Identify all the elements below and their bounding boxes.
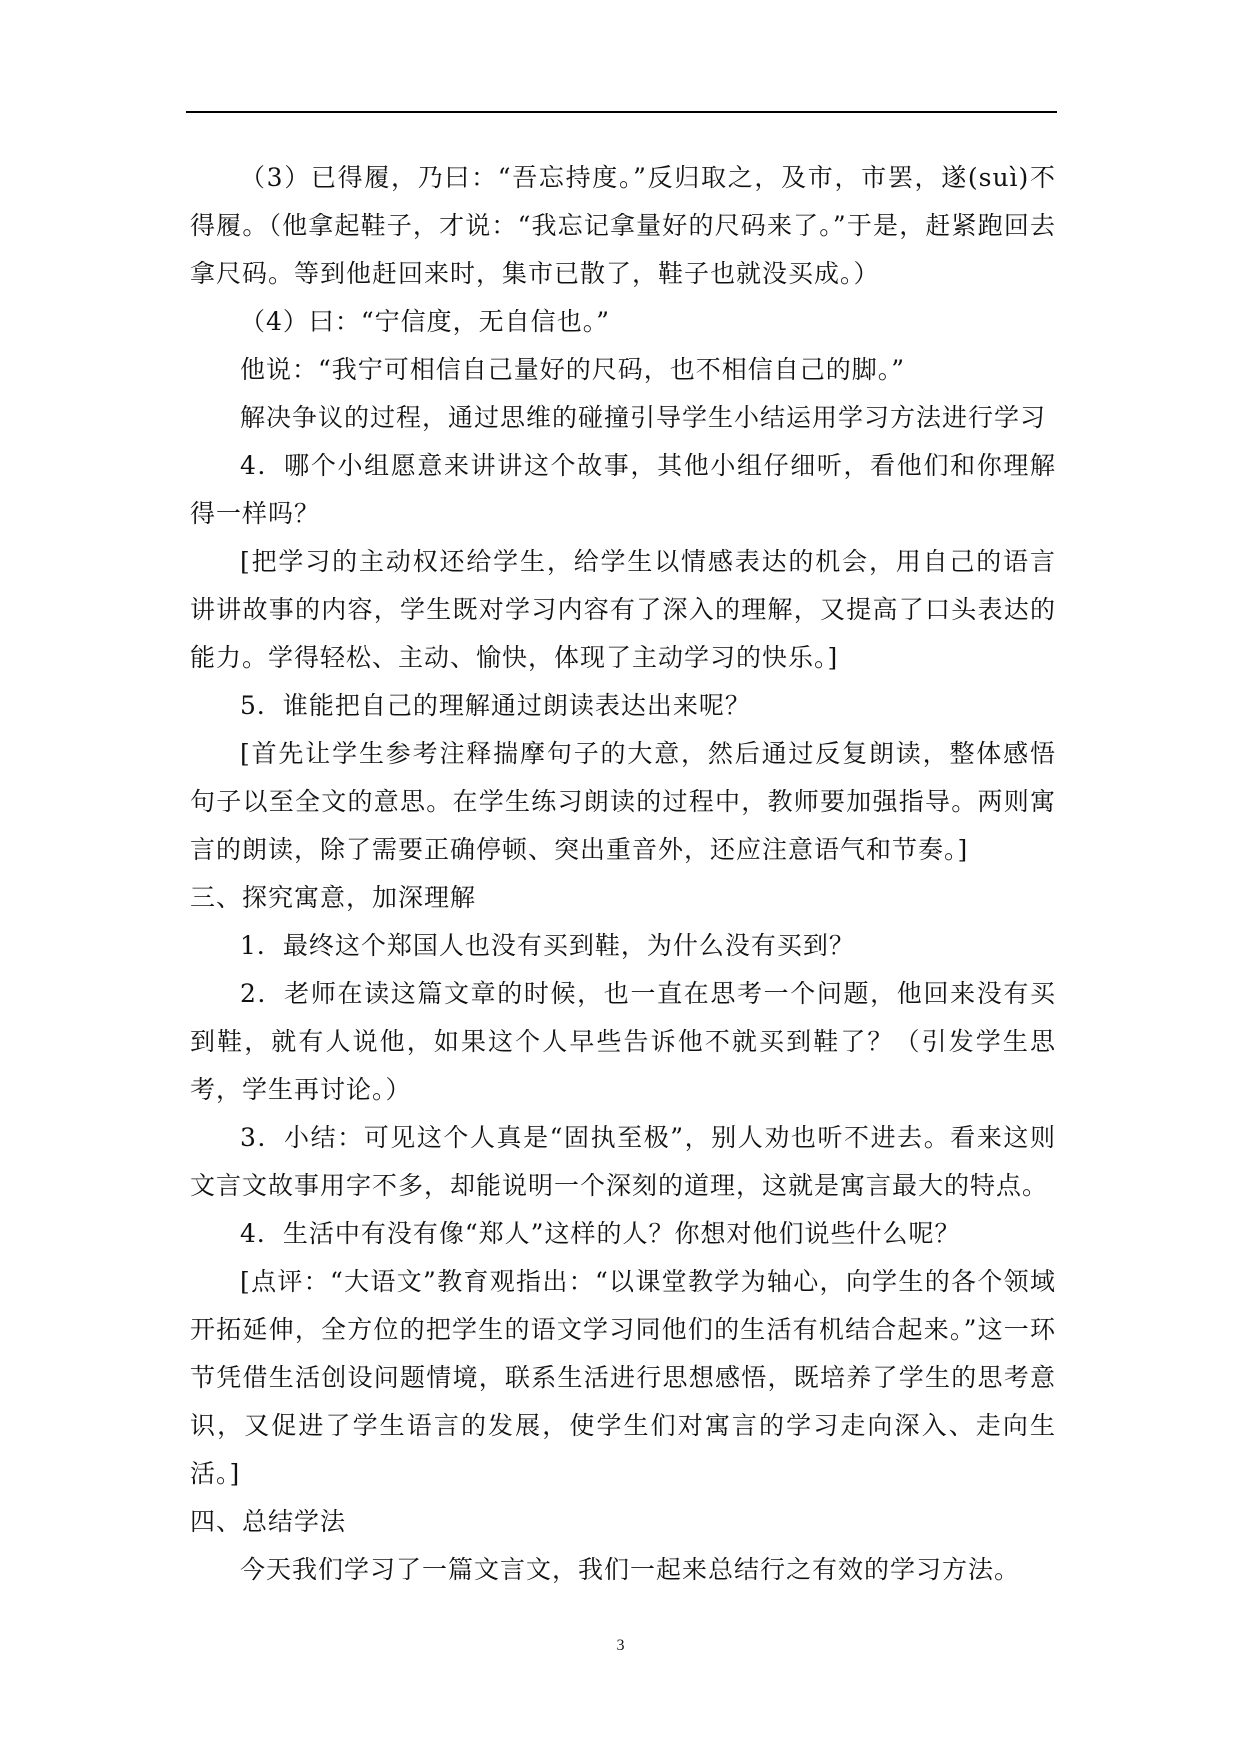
paragraph-item-2: 2．老师在读这篇文章的时候，也一直在思考一个问题，他回来没有买到鞋，就有人说他，如果这个人早些告诉他不就买到鞋了？（引发学生思考，学生再讨论。） <box>190 979 1056 1104</box>
paragraph-shoe-story-4: （4）曰：“宁信度，无自信也。” <box>240 307 610 336</box>
document-body <box>190 154 1056 1594</box>
section-heading-4: 四、总结学法 <box>190 1507 347 1536</box>
paragraph-comment-reading: [首先让学生参考注释揣摩句子的大意，然后通过反复朗读，整体感悟句子以至全文的意思。在学生练习朗读的过程中，教师要加强指导。两则寓言的朗读，除了需要正确停顿、突出重音外，还应注意语气和节奏。] <box>190 739 1056 864</box>
header-rule <box>186 111 1057 113</box>
section-heading-3: 三、探究寓意，加深理解 <box>190 883 477 912</box>
paragraph-question-5: 5．谁能把自己的理解通过朗读表达出来呢？ <box>240 691 751 720</box>
paragraph-shoe-story-3: （3）已得履，乃曰：“吾忘持度。”反归取之，及市，市罢，遂(suì)不得履。（他拿起鞋子，才说：“我忘记拿量好的尺码来了。”于是，赶紧跑回去拿尺码。等到他赶回来时，集市已散了，鞋子也就没买成。） <box>190 163 1056 288</box>
paragraph-question-4: 4．哪个小组愿意来讲讲这个故事，其他小组仔细听，看他们和你理解得一样吗？ <box>190 451 1056 528</box>
paragraph-translation-4: 他说：“我宁可相信自己量好的尺码，也不相信自己的脚。” <box>240 355 906 384</box>
paragraph-dispute-resolution: 解决争议的过程，通过思维的碰撞引导学生小结运用学习方法进行学习 <box>240 403 1047 432</box>
paragraph-item-3: 3．小结：可见这个人真是“固执至极”，别人劝也听不进去。看来这则文言文故事用字不多，却能说明一个深刻的道理，这就是寓言最大的特点。 <box>190 1123 1056 1200</box>
paragraph-item-1: 1．最终这个郑国人也没有买到鞋，为什么没有买到？ <box>240 931 855 960</box>
paragraph-item-4: 4．生活中有没有像“郑人”这样的人？你想对他们说些什么呢？ <box>240 1219 961 1248</box>
paragraph-comment-active-learning: [把学习的主动权还给学生，给学生以情感表达的机会，用自己的语言讲讲故事的内容，学生既对学习内容有了深入的理解，又提高了口头表达的能力。学得轻松、主动、愉快，体现了主动学习的快乐。] <box>190 547 1056 672</box>
paragraph-summary: 今天我们学习了一篇文言文，我们一起来总结行之有效的学习方法。 <box>240 1555 1021 1584</box>
paragraph-comment-big-chinese: [点评：“大语文”教育观指出：“以课堂教学为轴心，向学生的各个领域开拓延伸，全方位的把学生的语文学习同他们的生活有机结合起来。”这一环节凭借生活创设问题情境，联系生活进行思想感悟，既培养了学生的思考意识，又促进了学生语言的发展，使学生们对寓言的学习走向深入、走向生活。] <box>190 1267 1056 1488</box>
page-number: 3 <box>616 1637 625 1654</box>
